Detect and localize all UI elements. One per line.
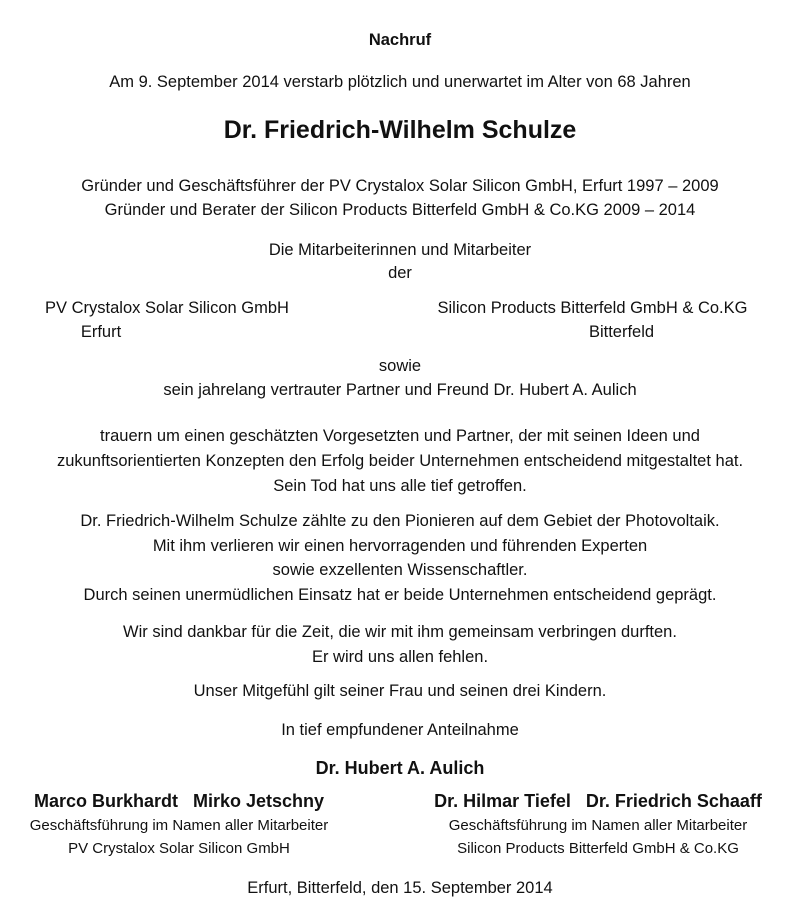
place-date: Erfurt, Bitterfeld, den 15. September 2014 [247, 879, 553, 897]
paragraph-line: zukunftsorientierten Konzepten den Erfolg beider Unternehmen entscheidend mitgestaltet hat. [56, 452, 744, 470]
paragraph-line: Durch seinen unermüdlichen Einsatz hat er beide Unternehmen entscheidend geprägt. [83, 586, 717, 604]
signatory-names: Dr. Hilmar Tiefel Dr. Friedrich Schaaff [434, 791, 762, 811]
paragraph-line: Wir sind dankbar für die Zeit, die wir mit ihm gemeinsam verbringen durften. [123, 623, 677, 641]
sowie-line: sowie [378, 357, 422, 375]
paragraph-line: Mit ihm verlieren wir einen hervorragenden und führenden Experten [152, 537, 648, 555]
closing-line: In tief empfundener Anteilnahme [281, 721, 519, 739]
signatory-company: PV Crystalox Solar Silicon GmbH [68, 840, 290, 857]
signatory-names: Marco Burkhardt Mirko Jetschny [33, 791, 325, 811]
partner-line: sein jahrelang vertrauter Partner und Freund Dr. Hubert A. Aulich [163, 381, 637, 399]
company-city: Erfurt [80, 323, 122, 341]
paragraph-line: Er wird uns allen fehlen. [311, 648, 489, 666]
condolence-line: Unser Mitgefühl gilt seiner Frau und seinen drei Kindern. [193, 682, 607, 700]
role-line: Gründer und Geschäftsführer der PV Crystalox Solar Silicon GmbH, Erfurt 1997 – 2009 [81, 177, 719, 195]
company-name: PV Crystalox Solar Silicon GmbH [45, 299, 289, 317]
signatories-right [408, 788, 788, 860]
paragraph-line: sowie exzellenten Wissenschaftler. [272, 561, 528, 579]
paragraph-line: trauern um einen geschätzten Vorgesetzten und Partner, der mit seinen Ideen und [100, 427, 700, 445]
main-signatory: Dr. Hubert A. Aulich [315, 758, 485, 778]
signatory-role: Geschäftsführung im Namen aller Mitarbeiter [29, 817, 329, 834]
role-line: Gründer und Berater der Silicon Products Bitterfeld GmbH & Co.KG 2009 – 2014 [104, 201, 696, 219]
company-right [410, 296, 775, 344]
company-left [22, 296, 312, 344]
signatory-company: Silicon Products Bitterfeld GmbH & Co.KG [457, 840, 739, 857]
signatories-left [14, 788, 344, 860]
heading: Nachruf [368, 31, 432, 49]
intro-line: Am 9. September 2014 verstarb plötzlich und unerwartet im Alter von 68 Jahren [109, 73, 691, 91]
company-name: Silicon Products Bitterfeld GmbH & Co.KG [437, 299, 748, 317]
staff-line: Die Mitarbeiterinnen und Mitarbeiter [268, 241, 532, 259]
company-city: Bitterfeld [588, 323, 655, 341]
signatory-role: Geschäftsführung im Namen aller Mitarbeiter [448, 817, 748, 834]
paragraph-line: Dr. Friedrich-Wilhelm Schulze zählte zu den Pionieren auf dem Gebiet der Photovoltaik. [80, 512, 720, 530]
staff-line: der [388, 264, 412, 282]
paragraph-line: Sein Tod hat uns alle tief getroffen. [273, 477, 527, 495]
deceased-name: Dr. Friedrich-Wilhelm Schulze [223, 116, 577, 144]
